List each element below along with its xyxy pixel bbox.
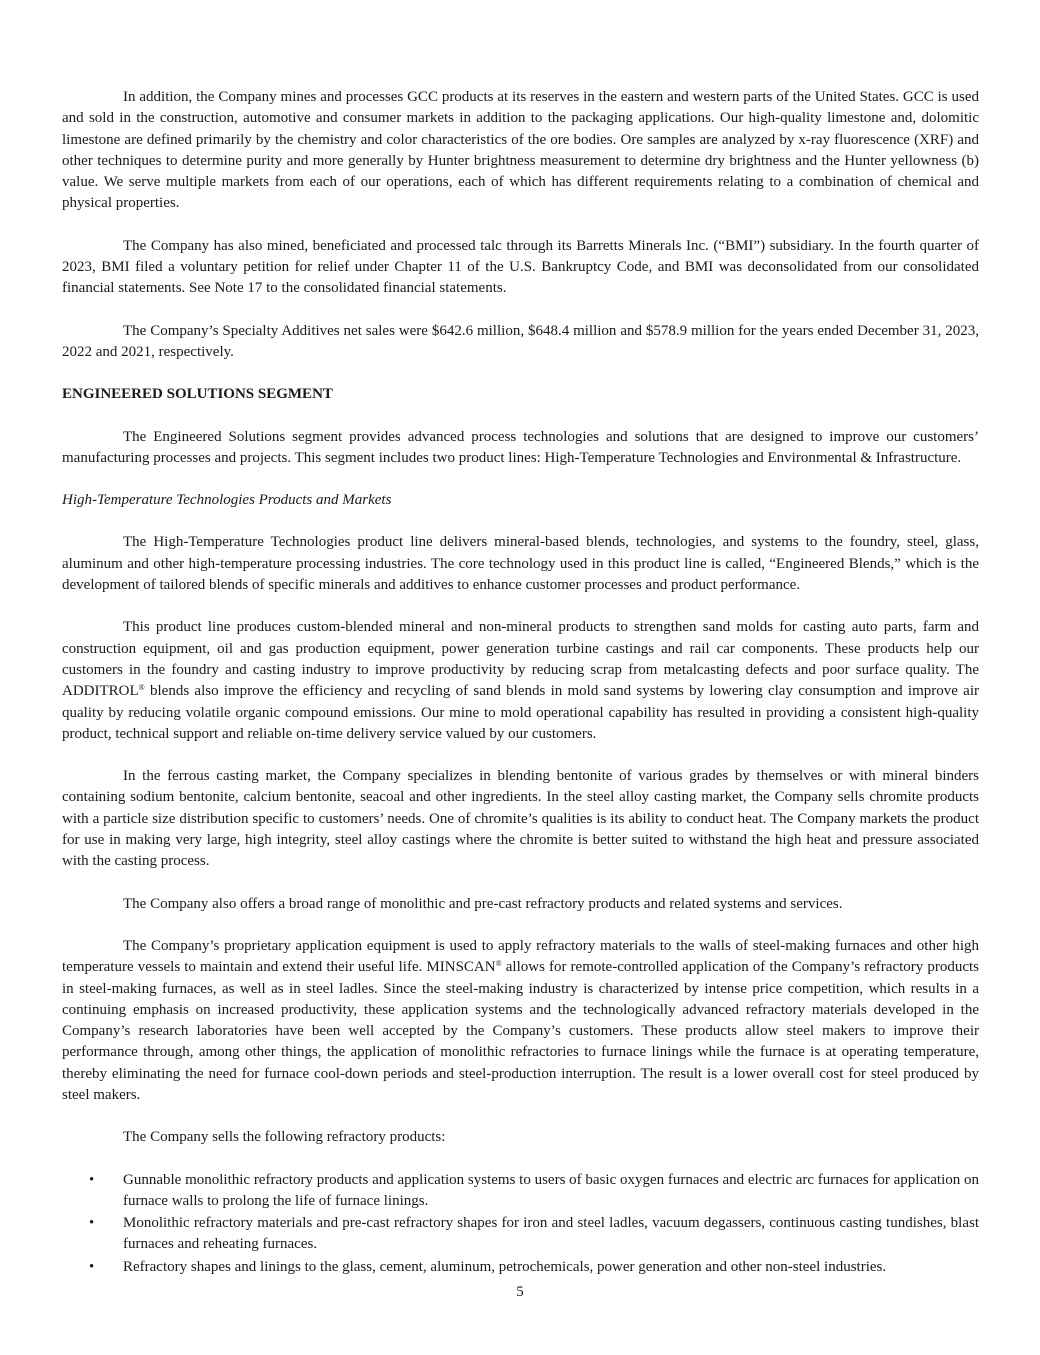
htt-subheading: High-Temperature Technologies Products and Markets (62, 492, 392, 509)
htt-paragraph-6: The Company sells the following refractory products: (123, 1129, 446, 1146)
registered-mark: ® (138, 683, 145, 693)
specialty-sales-paragraph: The Company’s Specialty Additives net sales were $642.6 million, $648.4 million and $578.9 million for the years ended December 31, 2023, 2022 and 2021, respectively. (62, 322, 979, 360)
list-item-text: Gunnable monolithic refractory products and application systems to users of basic oxygen furnaces and electric arc furnaces for application on furnace walls to prolong the life of furnace linings. (123, 1171, 979, 1209)
gcc-paragraph: In addition, the Company mines and processes GCC products at its reserves in the eastern and western parts of the United States. GCC is used and sold in the construction, automotive and consumer markets in addition to the packaging applications. Our high-quality limestone and, dolomitic limestone are defined primarily by the chemistry and color characteristics of the ore bodies. Ore samples are analyzed by x-ray fluorescence (XRF) and other techniques to determine purity and more generally by Hunter brightness measurement to determine dry brightness and the Hunter yellowness (b) value. We serve multiple markets from each of our operations, each of which has different requirements relating to a combination of chemical and physical properties. (62, 89, 979, 212)
list-item (62, 1170, 979, 1213)
list-item (62, 1257, 979, 1278)
bullet-marker: • (89, 1258, 95, 1275)
htt-paragraph-5-text-b: allows for remote-controlled application of the Company’s refractory products in steel-making furnaces, as well as in steel ladles. Since the steel-making industry is characterized by intense price competition, which results in a continuing emphasis on increased productivity, these application systems and the technologically advanced refractory materials developed in the Company’s research laboratories have been well accepted by the Company’s customers. These products allow steel makers to improve their performance through, among other things, the application of monolithic refractories to furnace linings while the furnace is at operating temperature, thereby eliminating the need for furnace cool-down periods and steel-production interruption. The result is a lower overall cost for steel produced by steel makers. (62, 959, 979, 1103)
registered-mark: ® (495, 959, 502, 969)
talc-paragraph: The Company has also mined, beneficiated and processed talc through its Barretts Minerals Inc. (“BMI”) subsidiary. In the fourth quarter of 2023, BMI filed a voluntary petition for relief under Chapter 11 of the U.S. Bankruptcy Code, and BMI was deconsolidated from our consolidated financial statements. See Note 17 to the consolidated financial statements. (62, 237, 979, 297)
htt-paragraph-1: The High-Temperature Technologies product line delivers mineral-based blends, technologies, and systems to the foundry, steel, glass, aluminum and other high-temperature processing industries. The core technology used in this product line is called, “Engineered Blends,” which is the development of tailored blends of specific minerals and additives to enhance customer processes and product performance. (62, 534, 979, 594)
htt-paragraph-5-text-a: The Company’s proprietary application equipment is used to apply refractory materials to the walls of steel-making furnaces and other high temperature vessels to maintain and extend their useful life. MINSCAN (62, 937, 979, 976)
list-item (62, 1213, 979, 1256)
list-item-text: Monolithic refractory materials and pre-cast refractory shapes for iron and steel ladles, vacuum degassers, continuous casting tundishes, blast furnaces and reheating furnaces. (123, 1215, 979, 1253)
htt-paragraph-2-text-b: blends also improve the efficiency and recycling of sand blends in mold sand systems by lowering clay consumption and improve air quality by reducing volatile organic compound emissions. Our mine to mold operational capability has resulted in providing a consistent high-quality product, technical support and reliable on-time delivery service valued by our customers. (62, 683, 979, 742)
bullet-marker: • (89, 1215, 95, 1232)
engineered-solutions-intro: The Engineered Solutions segment provides advanced process technologies and solutions that are designed to improve our customers’ manufacturing processes and projects. This segment includes two product lines: High-Temperature Technologies and Environmental & Infrastructure. (62, 428, 979, 466)
document-page (62, 87, 979, 1279)
bullet-marker: • (89, 1171, 95, 1188)
list-item-text: Refractory shapes and linings to the glass, cement, aluminum, petrochemicals, power generation and other non-steel industries. (123, 1258, 887, 1275)
htt-paragraph-4: The Company also offers a broad range of monolithic and pre-cast refractory products and related systems and services. (123, 895, 843, 912)
refractory-products-list (62, 1170, 979, 1278)
engineered-solutions-heading: ENGINEERED SOLUTIONS SEGMENT (62, 386, 333, 403)
htt-paragraph-2 (62, 617, 979, 745)
htt-paragraph-3: In the ferrous casting market, the Company specializes in blending bentonite of various grades by themselves or with mineral binders containing sodium bentonite, calcium bentonite, seacoal and other ingredients. In the steel alloy casting market, the Company sells chromite products with a particle size distribution specific to customers’ needs. One of chromite’s qualities is its ability to conduct heat. The Company markets the product for use in making very large, high integrity, steel alloy castings where the chromite is better suited to withstand the high heat and pressure associated with the casting process. (62, 768, 979, 870)
htt-paragraph-2-text-a: This product line produces custom-blended mineral and non-mineral products to strengthen sand molds for casting auto parts, farm and construction equipment, oil and gas production equipment, power generation turbine castings and rail car components. These products help our customers in the foundry and casting industry to improve productivity by reducing scrap from metalcasting defects and poor surface quality. The ADDITROL (62, 619, 979, 700)
htt-paragraph-5 (62, 936, 979, 1106)
page-number: 5 (516, 1284, 524, 1300)
